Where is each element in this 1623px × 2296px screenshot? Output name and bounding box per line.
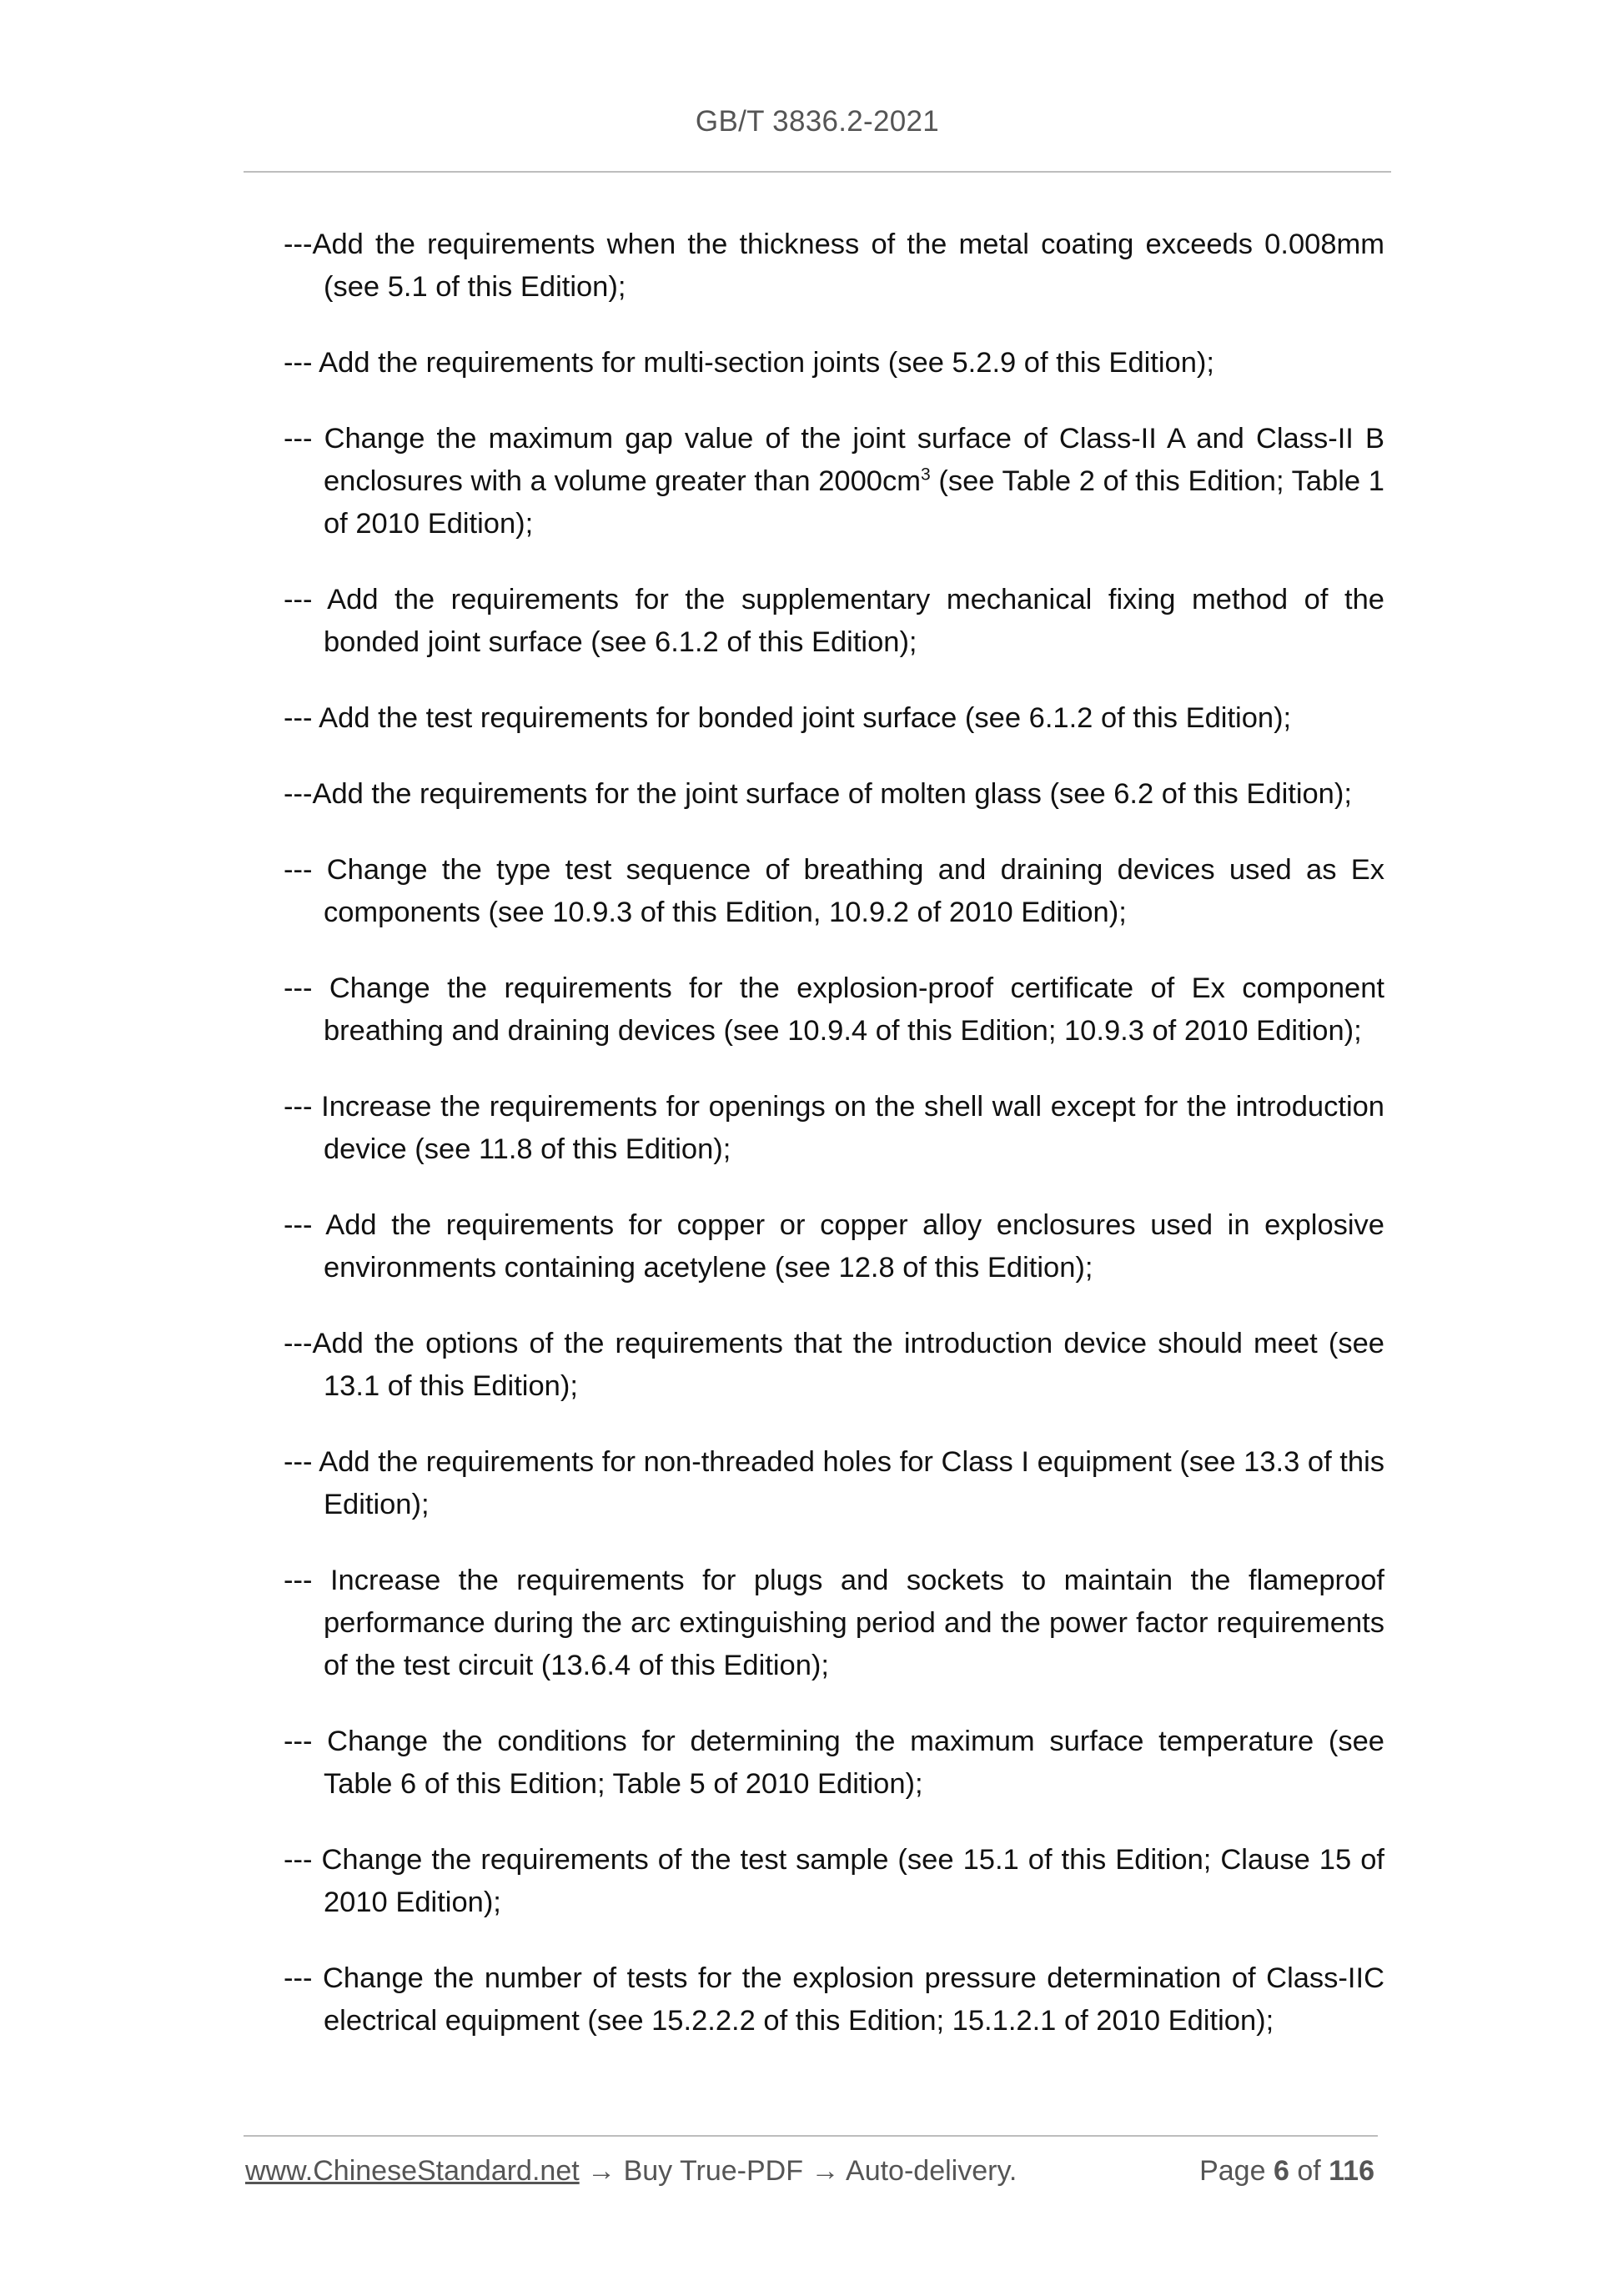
list-item: --- Add the requirements for multi-section joints (see 5.2.9 of this Edition);: [284, 347, 1214, 379]
list-item: --- Add the requirements for non-threaded holes for Class I equipment (see 13.3 of this Edition);: [284, 1446, 1384, 1520]
list-item: ---Add the options of the requirements that the introduction device should meet (see 13.1 of this Edition);: [284, 1328, 1384, 1402]
list-item: --- Increase the requirements for openings on the shell wall except for the introduction device (see 11.8 of this Edition);: [284, 1091, 1384, 1165]
list-item: --- Add the test requirements for bonded joint surface (see 6.1.2 of this Edition);: [284, 702, 1292, 734]
list-item: --- Increase the requirements for plugs and sockets to maintain the flameproof performance during the arc extinguishing period and the power factor requirements of the test circuit (13.6.4 of this Edition);: [284, 1565, 1384, 1681]
total-pages: 116: [1329, 2155, 1374, 2187]
footer-divider: [244, 2135, 1378, 2137]
list-item-text: --- Change the maximum gap value of the joint surface of Class-II A and Class-II B enclosures with a volume greater than 2000cm: [284, 423, 1384, 497]
list-item: --- Change the requirements of the test sample (see 15.1 of this Edition; Clause 15 of 2010 Edition);: [284, 1844, 1384, 1918]
page-footer: [245, 2155, 1379, 2197]
buy-pdf-text: Buy True-PDF: [623, 2155, 803, 2187]
delivery-text: Auto-delivery.: [846, 2155, 1018, 2187]
document-code-header: GB/T 3836.2-2021: [695, 105, 940, 138]
page-number: 6: [1273, 2155, 1289, 2187]
list-item: --- Change the requirements for the explosion-proof certificate of Ex component breathing and draining devices (see 10.9.4 of this Edition; 10.9.3 of 2010 Edition);: [284, 972, 1384, 1047]
changes-list: [284, 224, 1384, 2076]
header-divider: [244, 171, 1391, 173]
superscript-exponent: 3: [920, 465, 931, 485]
list-item-text: (see Table 2 of this Edition; Table 1 of 2010 Edition);: [324, 465, 1384, 540]
arrow-right-icon: →: [587, 2155, 616, 2187]
list-item: --- Change the conditions for determining the maximum surface temperature (see Table 6 of this Edition; Table 5 of 2010 Edition);: [284, 1726, 1384, 1800]
list-item: ---Add the requirements when the thickness of the metal coating exceeds 0.008mm (see 5.1 of this Edition);: [284, 229, 1384, 303]
list-item: --- Add the requirements for the supplementary mechanical fixing method of the bonded joint surface (see 6.1.2 of this Edition);: [284, 584, 1384, 658]
list-item: [284, 418, 1384, 545]
of-label: of: [1297, 2155, 1321, 2187]
list-item: ---Add the requirements for the joint surface of molten glass (see 6.2 of this Edition);: [284, 778, 1352, 810]
list-item: --- Add the requirements for copper or copper alloy enclosures used in explosive environments containing acetylene (see 12.8 of this Edition);: [284, 1209, 1384, 1284]
list-item: --- Change the type test sequence of breathing and draining devices used as Ex components (see 10.9.3 of this Edition, 10.9.2 of 2010 Edition);: [284, 854, 1384, 928]
website-link[interactable]: www.ChineseStandard.net: [245, 2155, 580, 2187]
arrow-right-icon: →: [811, 2155, 840, 2187]
footer-promo: [245, 2155, 1017, 2188]
page-label: Page: [1199, 2155, 1266, 2187]
list-item: --- Change the number of tests for the explosion pressure determination of Class-IIC electrical equipment (see 15.2.2.2 of this Edition; 15.1.2.1 of 2010 Edition);: [284, 1962, 1384, 2037]
page-counter: [1199, 2155, 1374, 2188]
